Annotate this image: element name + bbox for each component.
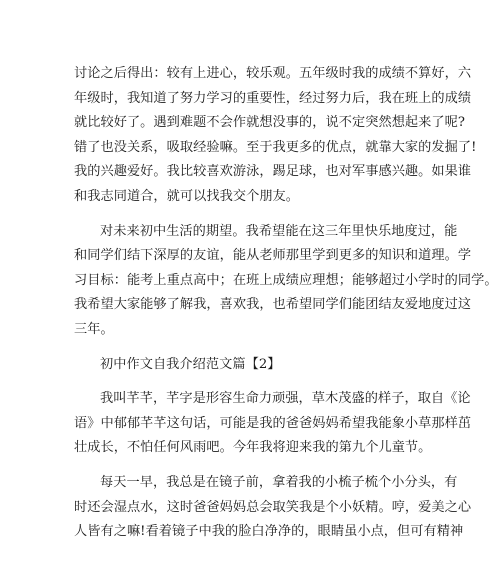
- paragraph-name: [74, 387, 472, 461]
- section-heading: [74, 353, 440, 378]
- paragraph-gap: [74, 343, 440, 353]
- paragraph-gap: [74, 461, 440, 471]
- text-line: 讨论之后得出：较有上进心，较乐观。五年级时我的成绩不算好，六: [74, 66, 472, 81]
- text-line: 就比较好了。遇到难题不会作就想没事的，说不定突然想起来了呢?: [74, 115, 466, 131]
- paragraph-expectations: [74, 220, 498, 343]
- text-line: 时还会湿点水，这时爸爸妈妈总会取笑我是个小妖精。哼，爱美之心: [74, 499, 472, 515]
- paragraph-morning: [74, 471, 472, 545]
- text-line: 习目标：能考上重点高中；在班上成绩应理想；能够超过小学时的同学。: [74, 272, 498, 288]
- text-line: 和同学们结下深厚的友谊，能从老师那里学到更多的知识和道理。学: [74, 248, 472, 264]
- text-line: 错了也没关系，吸取经验嘛。至于我更多的优点，就靠大家的发掘了!: [74, 139, 477, 155]
- paragraph-gap: [74, 377, 440, 387]
- text-line: 三年。: [74, 321, 114, 337]
- paragraph-gap: [74, 210, 440, 220]
- text-line: 我希望大家能够了解我，喜欢我，也希望同学们能团结友爱地度过这: [74, 297, 472, 313]
- heading-text: 初中作文自我介绍范文篇【2】: [100, 356, 281, 372]
- paragraph-personality: [74, 62, 477, 210]
- text-line: 壮成长，不怕任何风雨吧。今年我将迎来我的第九个儿童节。: [74, 440, 432, 456]
- text-line: 每天一早，我总是在镜子前，拿着我的小梳子梳个小分头，有: [100, 474, 458, 490]
- text-line: 语》中郁郁芊芊这句话，可能是我的爸爸妈妈希望我能象小草那样茁: [74, 415, 472, 431]
- text-line: 人皆有之嘛!看着镜子中我的脸白净净的，眼睛虽小点，但可有精神: [74, 524, 464, 540]
- text-line: 对未来初中生活的期望。我希望能在这三年里快乐地度过，能: [100, 223, 458, 239]
- document-page: [74, 62, 498, 545]
- text-line: 我叫芊芊，芊字是形容生命力顽强，草木茂盛的样子，取自《论: [100, 391, 471, 407]
- text-line: 年级时，我知道了努力学习的重要性，经过努力后，我在班上的成绩: [74, 90, 472, 106]
- text-line: 和我志同道合，就可以找我交个朋友。: [74, 188, 300, 204]
- text-line: 我的兴趣爱好。我比较喜欢游泳，踢足球，也对军事感兴趣。如果谁: [74, 164, 472, 180]
